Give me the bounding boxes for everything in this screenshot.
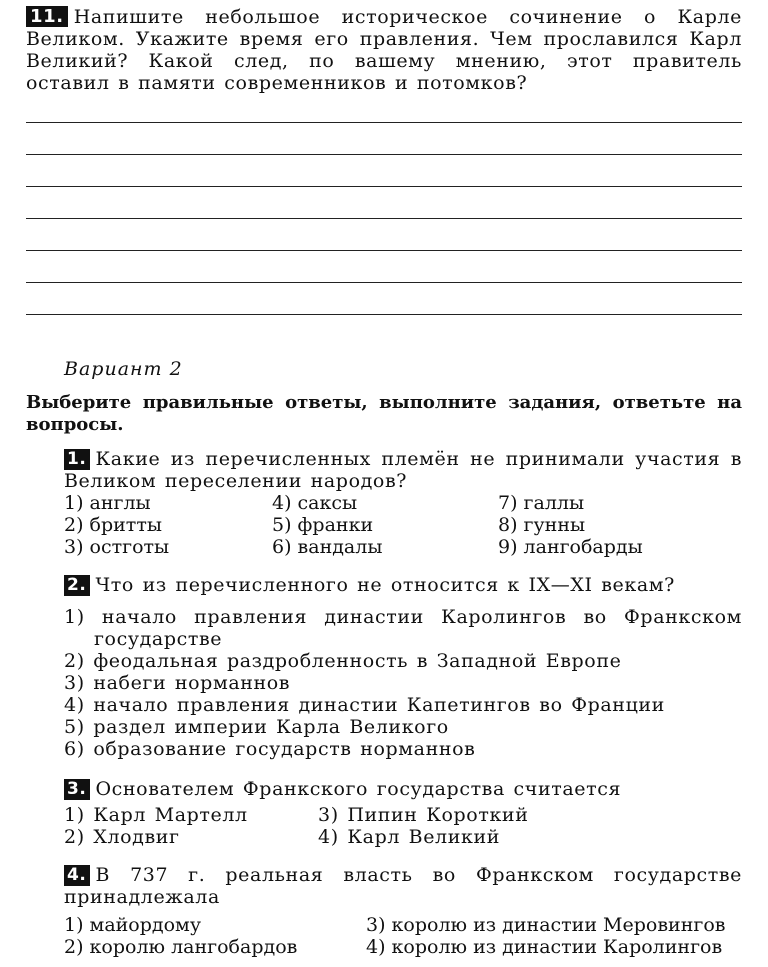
option[interactable]: 2) королю лангобардов: [64, 936, 298, 958]
option[interactable]: 3) королю из династии Меровингов: [366, 914, 726, 936]
answer-line[interactable]: [26, 122, 742, 123]
option[interactable]: 6) образование государств норманнов: [64, 738, 476, 760]
option[interactable]: 1) Карл Мартелл: [64, 804, 248, 826]
question-number-badge: 4.: [64, 865, 90, 886]
option[interactable]: 1) начало правления династии Каролингов во Франкском государстве: [64, 606, 742, 650]
option[interactable]: 1) майордому: [64, 914, 202, 936]
answer-line[interactable]: [26, 250, 742, 251]
option[interactable]: 4) Карл Великий: [318, 826, 500, 848]
instructions: Выберите правильные ответы, выполните задания, ответьте на вопросы.: [26, 392, 742, 435]
option[interactable]: 2) бритты: [64, 514, 162, 536]
answer-line[interactable]: [26, 186, 742, 187]
option[interactable]: 3) остготы: [64, 536, 170, 558]
option[interactable]: 1) англы: [64, 492, 151, 514]
question-1: [64, 448, 742, 492]
answer-line[interactable]: [26, 282, 742, 283]
question-text: Основателем Франкского государства считается: [95, 778, 622, 800]
option[interactable]: 2) феодальная раздробленность в Западной Европе: [64, 650, 622, 672]
question-3: [64, 778, 742, 800]
option[interactable]: 4) начало правления династии Капетингов во Франции: [64, 694, 665, 716]
option[interactable]: 5) франки: [272, 514, 374, 536]
question-text: В 737 г. реальная власть во Франкском государстве принадлежала: [64, 864, 742, 908]
answer-line[interactable]: [26, 218, 742, 219]
option[interactable]: 2) Хлодвиг: [64, 826, 180, 848]
question-2-options: [64, 606, 742, 760]
question-text: Что из перечисленного не относится к IX—XI векам?: [95, 574, 675, 596]
option[interactable]: 8) гунны: [498, 514, 586, 536]
question-2: [64, 574, 742, 596]
answer-line[interactable]: [26, 154, 742, 155]
option[interactable]: 9) лангобарды: [498, 536, 643, 558]
option[interactable]: 4) саксы: [272, 492, 358, 514]
question-number-badge: 2.: [64, 575, 90, 596]
question-text: Какие из перечисленных племён не принимали участия в Великом переселении народов?: [64, 448, 742, 492]
answer-line[interactable]: [26, 314, 742, 315]
task-text: Напишите небольшое историческое сочинение о Карле Великом. Укажите время его правления. Чем прославился Карл Великий? Какой след, по вашему мнению, этот правитель оставил в памяти современников и потомков?: [26, 6, 742, 94]
task-11: [26, 6, 742, 94]
variant-title: Вариант 2: [64, 358, 183, 380]
task-number-badge: 11.: [26, 6, 68, 27]
option[interactable]: 4) королю из династии Каролингов: [366, 936, 723, 958]
option[interactable]: 3) набеги норманнов: [64, 672, 291, 694]
option[interactable]: 6) вандалы: [272, 536, 383, 558]
option[interactable]: 7) галлы: [498, 492, 585, 514]
question-number-badge: 1.: [64, 449, 90, 470]
option[interactable]: 5) раздел империи Карла Великого: [64, 716, 449, 738]
question-4: [64, 864, 742, 908]
question-number-badge: 3.: [64, 779, 90, 800]
option[interactable]: 3) Пипин Короткий: [318, 804, 529, 826]
